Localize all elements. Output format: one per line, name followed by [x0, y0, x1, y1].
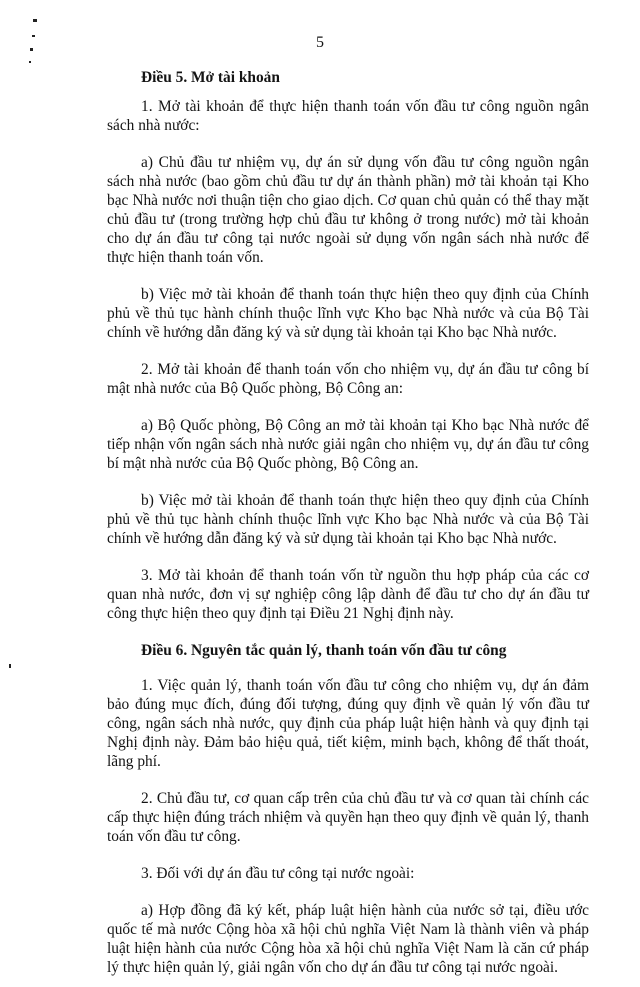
article-5-paragraph-1a: a) Chủ đầu tư nhiệm vụ, dự án sử dụng vốn đầu tư công nguồn ngân sách nhà nước (bao gồm chủ đầu tư dự án thành phần) mở tài khoản tại Kho bạc Nhà nước nơi thuận tiện cho giao dịch. Cơ quan chủ quản có thể thay mặt chủ đầu tư (trong trường hợp chủ đầu tư không ở trong nước) mở tài khoản cho dự án đầu tư công tại nước ngoài sử dụng vốn ngân sách nhà nước để thực hiện thanh toán vốn. [107, 154, 589, 266]
page-number: 5 [316, 34, 324, 51]
article-6-heading: Điều 6. Nguyên tắc quản lý, thanh toán vốn đầu tư công [141, 642, 507, 659]
document-body [107, 68, 589, 987]
article-5-paragraph-1: 1. Mở tài khoản để thực hiện thanh toán vốn đầu tư công nguồn ngân sách nhà nước: [107, 98, 589, 134]
article-5-paragraph-2b: b) Việc mở tài khoản để thanh toán thực hiện theo quy định của Chính phủ về thủ tục hành chính thuộc lĩnh vực Kho bạc Nhà nước và của Bộ Tài chính về hướng dẫn đăng ký và sử dụng tài khoản tại Kho bạc Nhà nước. [107, 492, 589, 547]
article-5-paragraph-1b: b) Việc mở tài khoản để thanh toán thực hiện theo quy định của Chính phủ về thủ tục hành chính thuộc lĩnh vực Kho bạc Nhà nước và của Bộ Tài chính về hướng dẫn đăng ký và sử dụng tài khoản tại Kho bạc Nhà nước. [107, 286, 589, 341]
article-6-paragraph-1: 1. Việc quản lý, thanh toán vốn đầu tư công cho nhiệm vụ, dự án đảm bảo đúng mục đích, đúng đối tượng, đúng quy định về quản lý vốn đầu tư công, ngân sách nhà nước, quy định của pháp luật hiện hành và quy định tại Nghị định này. Đảm bảo hiệu quả, tiết kiệm, minh bạch, không để thất thoát, lãng phí. [107, 677, 589, 770]
article-5-paragraph-2a: a) Bộ Quốc phòng, Bộ Công an mở tài khoản tại Kho bạc Nhà nước để tiếp nhận vốn ngân sách nhà nước giải ngân cho nhiệm vụ, dự án đầu tư công bí mật nhà nước của Bộ Quốc phòng, Bộ Công an. [107, 417, 589, 472]
scan-mark [29, 61, 31, 63]
article-6-paragraph-3a: a) Hợp đồng đã ký kết, pháp luật hiện hành của nước sở tại, điều ước quốc tế mà nước Cộng hòa xã hội chủ nghĩa Việt Nam là thành viên và pháp luật hiện hành của nước Cộng hòa xã hội chủ nghĩa Việt Nam là căn cứ pháp lý thực hiện quản lý, giải ngân vốn cho dự án đầu tư công tại nước ngoài. [107, 902, 589, 976]
scan-mark [9, 664, 11, 668]
article-6-paragraph-3: 3. Đối với dự án đầu tư công tại nước ngoài: [141, 865, 415, 882]
article-5-paragraph-3: 3. Mở tài khoản để thanh toán vốn từ nguồn thu hợp pháp của các cơ quan nhà nước, đơn vị sự nghiệp công lập dành để đầu tư cho dự án đầu tư công thực hiện theo quy định tại Điều 21 Nghị định này. [107, 567, 589, 622]
article-5-paragraph-2: 2. Mở tài khoản để thanh toán vốn cho nhiệm vụ, dự án đầu tư công bí mật nhà nước của Bộ Quốc phòng, Bộ Công an: [107, 361, 589, 397]
article-5-heading: Điều 5. Mở tài khoản [141, 69, 280, 86]
scan-mark [33, 19, 37, 22]
article-6-paragraph-2: 2. Chủ đầu tư, cơ quan cấp trên của chủ đầu tư và cơ quan tài chính các cấp thực hiện đúng trách nhiệm và quyền hạn theo quy định về quản lý, thanh toán vốn đầu tư công. [107, 790, 589, 845]
